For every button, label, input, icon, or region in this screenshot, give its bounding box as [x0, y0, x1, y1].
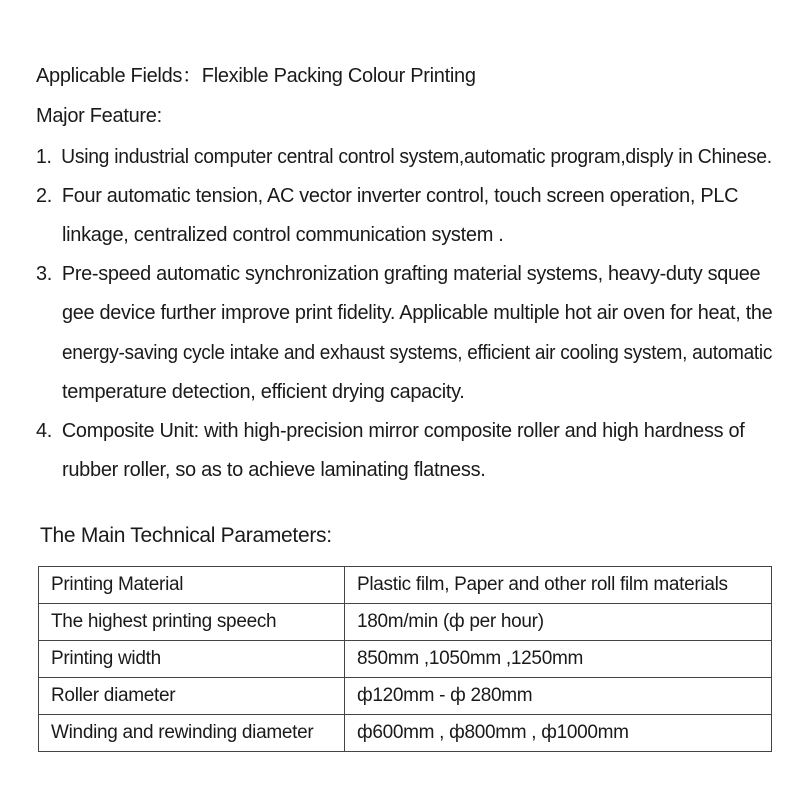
param-name: The highest printing speech [39, 604, 345, 641]
feature-item-1 [36, 144, 772, 170]
parameters-table [38, 566, 772, 752]
param-name: Roller diameter [39, 678, 345, 715]
param-name: Printing Material [39, 567, 345, 604]
feature-number: 4. [36, 420, 53, 442]
feature-text-continued: energy-saving cycle intake and exhaust systems, efficient air cooling system, automatic [62, 342, 773, 364]
feature-text-continued: rubber roller, so as to achieve laminating flatness. [62, 459, 486, 481]
feature-number: 2. [36, 185, 53, 207]
table-row [39, 604, 772, 641]
applicable-fields: Applicable Fields：Flexible Packing Colour Printing [36, 65, 476, 87]
parameters-heading: The Main Technical Parameters: [40, 524, 332, 547]
feature-item-2 [36, 183, 772, 209]
feature-number: 1. [36, 146, 52, 168]
param-value: ф600mm , ф800mm , ф1000mm [345, 715, 772, 752]
major-feature-heading: Major Feature: [36, 105, 162, 127]
param-value: 180m/min (ф per hour) [345, 604, 772, 641]
feature-text-continued: linkage, centralized control communication system . [62, 224, 504, 246]
feature-number: 3. [36, 263, 53, 285]
param-value: ф120mm - ф 280mm [345, 678, 772, 715]
feature-text-continued: gee device further improve print fidelity. Applicable multiple hot air oven for heat, the [62, 302, 773, 324]
table-row [39, 641, 772, 678]
feature-text: Composite Unit: with high-precision mirror composite roller and high hardness of [61, 420, 745, 442]
param-name: Winding and rewinding diameter [39, 715, 345, 752]
table-row [39, 678, 772, 715]
feature-item-4 [36, 418, 772, 444]
table-row [39, 567, 772, 604]
feature-text: Pre-speed automatic synchronization grafting material systems, heavy-duty squee [61, 263, 761, 285]
param-name: Printing width [39, 641, 345, 678]
feature-item-3 [36, 261, 772, 287]
table-row [39, 715, 772, 752]
feature-text: Using industrial computer central control system,automatic program,disply in Chinese. [61, 146, 772, 168]
feature-text-continued: temperature detection, efficient drying capacity. [62, 381, 465, 403]
feature-text: Four automatic tension, AC vector inverter control, touch screen operation, PLC [61, 185, 739, 207]
param-value: Plastic film, Paper and other roll film materials [345, 567, 772, 604]
param-value: 850mm ,1050mm ,1250mm [345, 641, 772, 678]
